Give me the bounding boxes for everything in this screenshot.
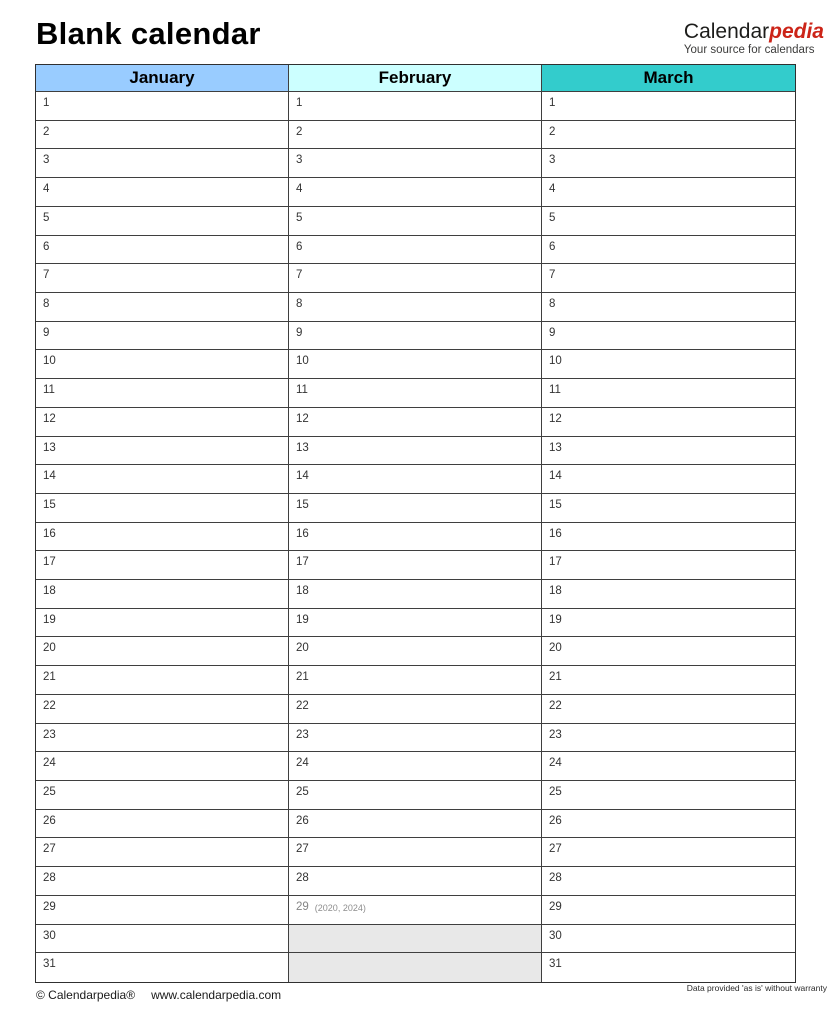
- day-cell-march-9: [542, 322, 795, 351]
- day-cell-march-22: [542, 695, 795, 724]
- day-cell-february-22: [289, 695, 542, 724]
- day-cell-february-24: [289, 752, 542, 781]
- day-cell-february-25: [289, 781, 542, 810]
- day-number: 23: [549, 728, 562, 741]
- day-number: 31: [43, 958, 56, 971]
- day-cell-march-6: [542, 236, 795, 265]
- day-cell-march-23: [542, 724, 795, 753]
- day-number: 17: [549, 556, 562, 569]
- day-cell-february-13: [289, 437, 542, 466]
- day-cell-february-9: [289, 322, 542, 351]
- day-number: 11: [296, 384, 308, 397]
- day-number: 24: [549, 757, 562, 770]
- day-number: 29: [43, 900, 56, 913]
- day-cell-january-31: [36, 953, 289, 982]
- day-number: 19: [296, 613, 309, 626]
- day-number: 16: [549, 527, 562, 540]
- day-cell-january-2: [36, 121, 289, 150]
- copyright-text: © Calendarpedia®: [36, 988, 136, 1002]
- day-cell-february-30: [289, 925, 542, 954]
- day-cell-march-14: [542, 465, 795, 494]
- day-number: 29: [296, 900, 309, 913]
- day-cell-march-13: [542, 437, 795, 466]
- day-cell-february-26: [289, 810, 542, 839]
- day-cell-february-7: [289, 264, 542, 293]
- day-cell-february-21: [289, 666, 542, 695]
- day-number: 28: [43, 872, 56, 885]
- day-cell-march-28: [542, 867, 795, 896]
- logo-text-black: Calendar: [683, 20, 770, 43]
- day-number: 2: [296, 125, 303, 138]
- day-number: 18: [549, 585, 562, 598]
- day-cell-march-5: [542, 207, 795, 236]
- day-cell-march-19: [542, 609, 795, 638]
- day-number: 23: [296, 728, 309, 741]
- day-number: 11: [43, 384, 55, 397]
- day-cell-february-1: [289, 92, 542, 121]
- day-number: 19: [549, 613, 562, 626]
- day-cell-march-12: [542, 408, 795, 437]
- day-number: 2: [549, 125, 556, 138]
- day-cell-february-14: [289, 465, 542, 494]
- day-cell-march-8: [542, 293, 795, 322]
- day-number: 3: [549, 154, 556, 167]
- day-number: 21: [296, 671, 309, 684]
- day-number: 9: [549, 326, 556, 339]
- disclaimer-text: Data provided 'as is' without warranty: [686, 983, 827, 993]
- day-cell-february-31: [289, 953, 542, 982]
- day-cell-march-29: [542, 896, 795, 925]
- day-number: 30: [43, 929, 56, 942]
- day-cell-january-9: [36, 322, 289, 351]
- day-number: 11: [549, 384, 561, 397]
- leap-year-note: (2020, 2024): [314, 902, 366, 913]
- day-cell-january-8: [36, 293, 289, 322]
- day-cell-january-25: [36, 781, 289, 810]
- day-number: 7: [296, 269, 303, 282]
- day-number: 8: [296, 297, 303, 310]
- month-header-january: January: [36, 65, 289, 92]
- day-cell-march-31: [542, 953, 795, 982]
- day-number: 4: [296, 183, 303, 196]
- day-cell-march-7: [542, 264, 795, 293]
- day-number: 13: [296, 441, 309, 454]
- day-number: 18: [43, 585, 56, 598]
- day-number: 12: [43, 412, 56, 425]
- day-number: 25: [549, 786, 562, 799]
- day-number: 3: [43, 154, 50, 167]
- day-number: 16: [296, 527, 309, 540]
- calendarpedia-logo: [684, 21, 824, 56]
- day-cell-february-4: [289, 178, 542, 207]
- day-cell-january-11: [36, 379, 289, 408]
- day-number: 22: [549, 699, 562, 712]
- day-cell-march-3: [542, 149, 795, 178]
- day-cell-february-18: [289, 580, 542, 609]
- day-cell-january-19: [36, 609, 289, 638]
- day-number: 26: [43, 814, 56, 827]
- day-cell-february-19: [289, 609, 542, 638]
- day-number: 5: [43, 211, 50, 224]
- day-cell-january-3: [36, 149, 289, 178]
- day-cell-february-5: [289, 207, 542, 236]
- day-cell-march-17: [542, 551, 795, 580]
- day-cell-march-10: [542, 350, 795, 379]
- day-number: 27: [43, 843, 56, 856]
- day-number: 6: [549, 240, 556, 253]
- day-cell-january-5: [36, 207, 289, 236]
- day-cell-march-30: [542, 925, 795, 954]
- day-cell-january-7: [36, 264, 289, 293]
- day-cell-february-10: [289, 350, 542, 379]
- day-cell-february-20: [289, 637, 542, 666]
- day-number: 30: [549, 929, 562, 942]
- day-number: 6: [43, 240, 50, 253]
- day-number: 2: [43, 125, 50, 138]
- day-number: 14: [43, 470, 56, 483]
- day-number: 20: [549, 642, 562, 655]
- month-header-february: February: [289, 65, 542, 92]
- day-cell-february-27: [289, 838, 542, 867]
- day-cell-february-6: [289, 236, 542, 265]
- day-number: 10: [296, 355, 309, 368]
- day-cell-february-23: [289, 724, 542, 753]
- day-number: 10: [549, 355, 562, 368]
- day-number: 24: [43, 757, 56, 770]
- day-cell-february-2: [289, 121, 542, 150]
- day-cell-january-15: [36, 494, 289, 523]
- day-cell-march-20: [542, 637, 795, 666]
- website-link[interactable]: www.calendarpedia.com: [151, 988, 282, 1002]
- calendar-table: [35, 64, 796, 983]
- day-cell-march-16: [542, 523, 795, 552]
- day-cell-march-18: [542, 580, 795, 609]
- footer-left: [36, 988, 281, 1002]
- day-number: 8: [549, 297, 556, 310]
- day-number: 31: [549, 958, 562, 971]
- day-cell-january-18: [36, 580, 289, 609]
- day-cell-january-22: [36, 695, 289, 724]
- day-number: 25: [296, 786, 309, 799]
- day-number: 18: [296, 585, 309, 598]
- day-cell-january-16: [36, 523, 289, 552]
- day-cell-january-26: [36, 810, 289, 839]
- logo-tagline: Your source for calendars: [683, 44, 815, 56]
- day-cell-january-13: [36, 437, 289, 466]
- logo-text-red: pedia: [769, 20, 824, 43]
- day-cell-march-26: [542, 810, 795, 839]
- day-number: 4: [43, 183, 50, 196]
- day-cell-january-27: [36, 838, 289, 867]
- day-number: 28: [296, 872, 309, 885]
- logo-wordmark: [684, 21, 824, 43]
- day-cell-march-4: [542, 178, 795, 207]
- day-number: 17: [43, 556, 56, 569]
- day-number: 22: [43, 699, 56, 712]
- day-number: 15: [296, 498, 309, 511]
- day-number: 27: [549, 843, 562, 856]
- day-cell-january-1: [36, 92, 289, 121]
- month-header-march: March: [542, 65, 795, 92]
- page-title: Blank calendar: [36, 16, 261, 51]
- day-cell-february-3: [289, 149, 542, 178]
- day-number: 12: [296, 412, 309, 425]
- day-number: 16: [43, 527, 56, 540]
- day-cell-march-1: [542, 92, 795, 121]
- day-cell-march-11: [542, 379, 795, 408]
- day-cell-february-17: [289, 551, 542, 580]
- day-number: 9: [43, 326, 50, 339]
- day-number: 4: [549, 183, 556, 196]
- day-number: 15: [549, 498, 562, 511]
- day-number: 8: [43, 297, 50, 310]
- day-number: 26: [549, 814, 562, 827]
- day-number: 1: [296, 97, 303, 109]
- day-number: 28: [549, 872, 562, 885]
- day-number: 6: [296, 240, 303, 253]
- day-number: 25: [43, 786, 56, 799]
- day-number: 14: [296, 470, 309, 483]
- day-cell-january-10: [36, 350, 289, 379]
- day-cell-january-30: [36, 925, 289, 954]
- day-cell-february-29: [289, 896, 542, 925]
- day-number: 12: [549, 412, 562, 425]
- day-cell-march-15: [542, 494, 795, 523]
- day-cell-january-14: [36, 465, 289, 494]
- day-number: 22: [296, 699, 309, 712]
- day-cell-january-17: [36, 551, 289, 580]
- day-number: 14: [549, 470, 562, 483]
- day-number: 23: [43, 728, 56, 741]
- day-cell-february-8: [289, 293, 542, 322]
- day-number: 17: [296, 556, 309, 569]
- day-cell-january-28: [36, 867, 289, 896]
- day-number: 27: [296, 843, 309, 856]
- day-number: 5: [549, 211, 556, 224]
- day-number: 10: [43, 355, 56, 368]
- day-cell-february-28: [289, 867, 542, 896]
- day-number: 3: [296, 154, 303, 167]
- day-cell-january-24: [36, 752, 289, 781]
- day-number: 21: [549, 671, 562, 684]
- day-cell-february-11: [289, 379, 542, 408]
- day-cell-march-21: [542, 666, 795, 695]
- day-number: 9: [296, 326, 303, 339]
- day-cell-march-27: [542, 838, 795, 867]
- day-number: 20: [43, 642, 56, 655]
- day-number: 5: [296, 211, 303, 224]
- day-number: 26: [296, 814, 309, 827]
- day-cell-january-4: [36, 178, 289, 207]
- day-number: 7: [549, 269, 556, 282]
- day-cell-january-12: [36, 408, 289, 437]
- day-cell-january-29: [36, 896, 289, 925]
- day-number: 15: [43, 498, 56, 511]
- day-cell-february-16: [289, 523, 542, 552]
- day-cell-march-25: [542, 781, 795, 810]
- day-number: 1: [43, 97, 50, 109]
- day-number: 20: [296, 642, 309, 655]
- day-number: 1: [549, 97, 556, 109]
- day-number: 13: [43, 441, 56, 454]
- day-number: 7: [43, 269, 50, 282]
- day-cell-january-20: [36, 637, 289, 666]
- day-number: 19: [43, 613, 56, 626]
- day-cell-february-12: [289, 408, 542, 437]
- day-number: 29: [549, 900, 562, 913]
- day-cell-january-6: [36, 236, 289, 265]
- day-number: 24: [296, 757, 309, 770]
- day-cell-january-23: [36, 724, 289, 753]
- day-number: 13: [549, 441, 562, 454]
- day-cell-january-21: [36, 666, 289, 695]
- day-cell-march-24: [542, 752, 795, 781]
- day-cell-february-15: [289, 494, 542, 523]
- day-cell-march-2: [542, 121, 795, 150]
- day-number: 21: [43, 671, 56, 684]
